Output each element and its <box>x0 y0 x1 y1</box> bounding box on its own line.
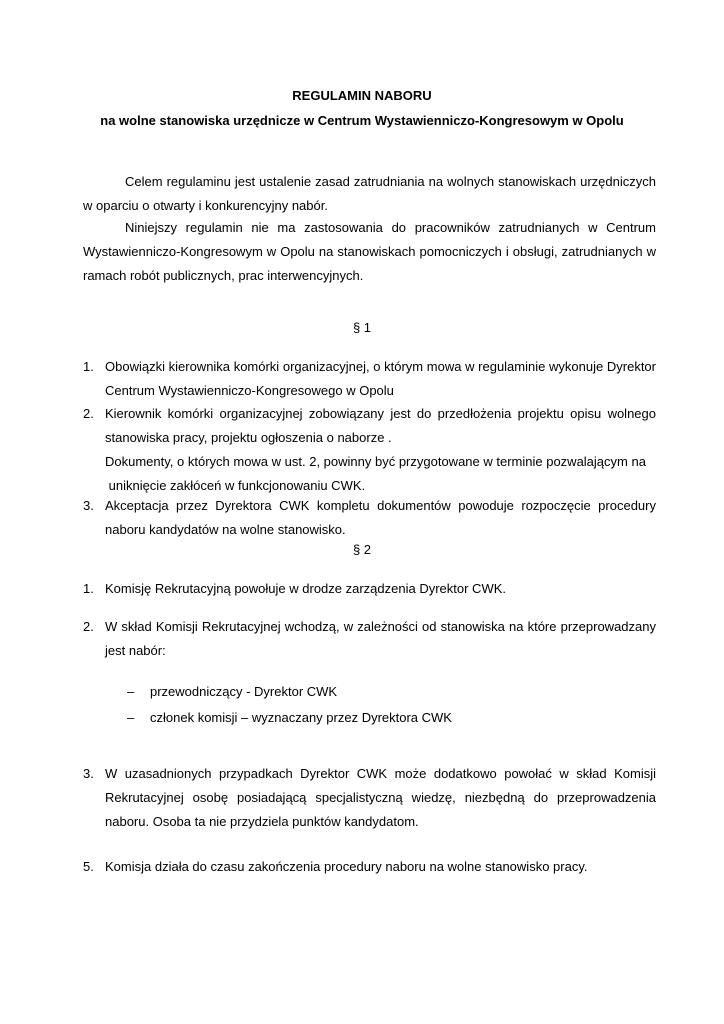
item-text: Kierownik komórki organizacyjnej zobowiązany jest do przedłożenia projektu opisu wolnego stanowiska pracy, projektu ogłoszenia o naborze . <box>105 406 656 445</box>
item-number: 1. <box>83 359 94 374</box>
list-item <box>83 762 656 834</box>
item-text: Komisja działa do czasu zakończenia procedury naboru na wolne stanowisko pracy. <box>105 859 588 874</box>
item-text: uniknięcie zakłóceń w funkcjonowaniu CWK. <box>105 478 366 493</box>
item-text: Akceptacja przez Dyrektora CWK kompletu dokumentów powoduje rozpoczęcie procedury naboru kandydatów na wolne stanowisko. <box>105 498 656 537</box>
item-text: W skład Komisji Rekrutacyjnej wchodzą, w zależności od stanowiska na które przeprowadzany jest nabór: <box>105 619 656 658</box>
item-text: Dokumenty, o których mowa w ust. 2, powinny być przygotowane w terminie pozwalającym na <box>105 454 646 469</box>
section-heading: § 1 <box>352 320 372 335</box>
intro-paragraph: Niniejszy regulamin nie ma zastosowania do pracowników zatrudnianych w Centrum Wystawienniczo-Kongresowym w Opolu na stanowiskach pomocniczych i obsługi, zatrudnianych w ramach robót publicznych, prac interwencyjnych. <box>83 220 656 283</box>
member-text: przewodniczący - Dyrektor CWK <box>150 684 338 699</box>
dash-bullet: – <box>127 710 135 725</box>
item-number: 1. <box>83 581 94 596</box>
list-item <box>83 494 656 542</box>
dash-bullet: – <box>127 684 135 699</box>
committee-member <box>127 680 337 704</box>
item-text: W uzasadnionych przypadkach Dyrektor CWK może dodatkowo powołać w skład Komisji Rekrutacyjnej osobę posiadającą specjalistyczną wiedzę, niezbędną do przeprowadzenia naboru. Osoba ta nie przydziela punktów kandydatom. <box>105 766 656 829</box>
item-number: 5. <box>83 859 94 874</box>
item-number: 2. <box>83 619 94 634</box>
intro-paragraph: Celem regulaminu jest ustalenie zasad zatrudniania na wolnych stanowiskach urzędniczych w oparciu o otwarty i konkurencyjny nabór. <box>83 174 656 213</box>
list-item <box>83 615 656 663</box>
list-item <box>83 855 656 879</box>
item-text: Obowiązki kierownika komórki organizacyjnej, o którym mowa w regulaminie wykonuje Dyrektor Centrum Wystawienniczo-Kongresowego w Opolu <box>105 359 656 398</box>
list-item <box>83 577 656 601</box>
document-title: REGULAMIN NABORU <box>292 88 432 103</box>
member-text: członek komisji – wyznaczany przez Dyrektora CWK <box>150 710 452 725</box>
list-item <box>83 402 656 498</box>
item-number: 3. <box>83 766 94 781</box>
committee-member <box>127 706 452 730</box>
list-item <box>83 355 656 403</box>
item-text: Komisję Rekrutacyjną powołuje w drodze zarządzenia Dyrektor CWK. <box>105 581 506 596</box>
document-subtitle: na wolne stanowiska urzędnicze w Centrum Wystawienniczo-Kongresowym w Opolu <box>100 113 624 128</box>
item-number: 3. <box>83 498 94 513</box>
item-number: 2. <box>83 406 94 421</box>
section-heading: § 2 <box>352 542 372 557</box>
